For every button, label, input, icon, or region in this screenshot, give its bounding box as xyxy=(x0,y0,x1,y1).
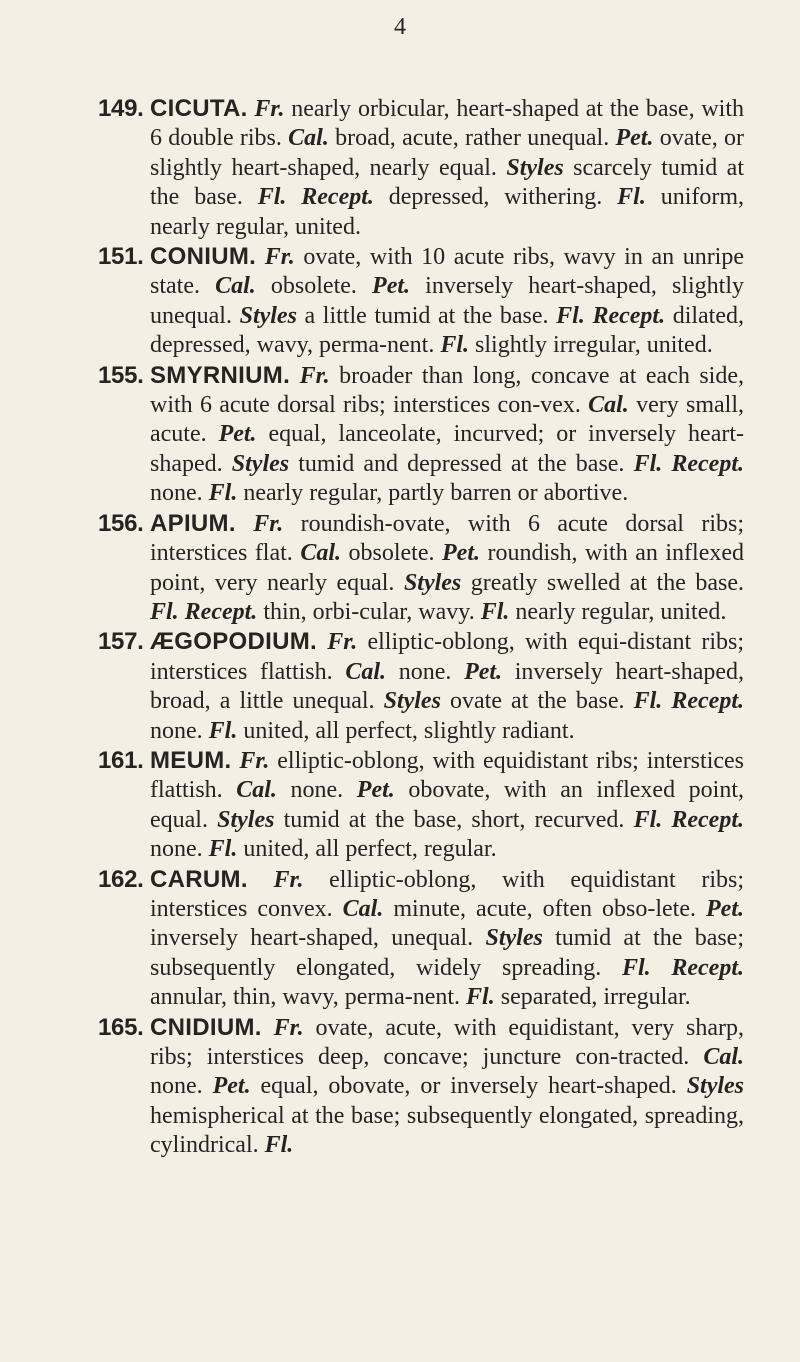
character-label: Fl. Recept. xyxy=(622,954,744,981)
genus-entry xyxy=(98,865,744,1013)
character-label: Fl. xyxy=(480,598,510,625)
character-text: none. xyxy=(276,777,357,804)
character-label: Fr. xyxy=(273,866,304,893)
character-label: Cal. xyxy=(300,540,341,567)
genus-name: ÆGOPODIUM. xyxy=(150,628,318,656)
entry-description xyxy=(150,94,744,242)
genus-entries xyxy=(98,94,744,1161)
character-label: Cal. xyxy=(345,658,387,685)
character-label: Fl. xyxy=(264,1132,294,1159)
genus-entry xyxy=(98,746,744,865)
character-label: Cal. xyxy=(215,273,256,300)
character-label: Fl. Recept. xyxy=(257,184,374,211)
character-text: separated, irregular. xyxy=(494,984,691,1011)
character-text: tumid at the base; subsequently elongated, widely spreading. xyxy=(150,925,745,981)
genus-name: APIUM. xyxy=(150,509,236,537)
character-text: tumid and depressed at the base. xyxy=(289,450,634,477)
character-text: none. xyxy=(150,836,209,863)
character-text: ovate, or slightly heart-shaped, nearly equal. xyxy=(150,125,744,181)
character-label: Fr. xyxy=(254,96,285,122)
character-text: obsolete. xyxy=(255,273,373,300)
character-label: Fl. Recept. xyxy=(633,688,744,715)
genus-entry xyxy=(98,242,744,361)
character-label: Fl. xyxy=(208,836,238,863)
character-label: Fr. xyxy=(273,1014,304,1041)
character-label: Fl. Recept. xyxy=(633,450,744,477)
character-text: nearly orbicular, heart-shaped at the base, with 6 double ribs. xyxy=(150,96,744,152)
character-label: Pet. xyxy=(356,777,395,804)
character-text: depressed, withering. xyxy=(373,184,618,211)
character-label: Styles xyxy=(686,1073,745,1100)
genus-name: CNIDIUM. xyxy=(150,1013,262,1041)
entry-number: 151. xyxy=(98,243,144,271)
character-label: Fl. Recept. xyxy=(633,806,744,833)
character-label: Styles xyxy=(506,154,564,181)
character-label: Pet. xyxy=(442,540,480,567)
page-number: 4 xyxy=(394,14,406,40)
character-label: Fl. Recept. xyxy=(150,598,258,625)
entry-description xyxy=(150,627,744,746)
character-label: Cal. xyxy=(588,392,629,419)
character-label: Fr. xyxy=(264,244,295,271)
character-text: very small, acute. xyxy=(150,392,744,448)
character-text: uniform, nearly regular, united. xyxy=(150,184,745,240)
genus-name: CONIUM. xyxy=(150,243,257,271)
character-label: Fl. xyxy=(440,332,470,359)
character-label: Fr. xyxy=(239,747,270,774)
character-label: Styles xyxy=(231,450,290,477)
character-label: Pet. xyxy=(706,895,744,922)
character-label: Cal. xyxy=(288,125,329,152)
character-text: ovate, with 10 acute ribs, wavy in an unripe state. xyxy=(150,244,745,300)
entry-number: 161. xyxy=(98,746,144,774)
entry-description xyxy=(150,509,744,628)
character-text: thin, orbi-cular, wavy. xyxy=(257,598,481,625)
entry-number: 165. xyxy=(98,1013,144,1041)
character-text: annular, thin, wavy, perma-nent. xyxy=(150,984,467,1011)
entry-description xyxy=(150,361,744,509)
character-text: ovate at the base. xyxy=(440,688,634,715)
character-label: Styles xyxy=(217,806,275,833)
genus-entry xyxy=(98,509,744,628)
entry-number: 155. xyxy=(98,361,144,389)
entry-number: 162. xyxy=(98,865,144,893)
character-text: broad, acute, rather unequal. xyxy=(328,125,616,152)
entry-description xyxy=(150,746,744,865)
character-text: equal, obovate, or inversely heart-shaped. xyxy=(250,1073,687,1100)
character-label: Styles xyxy=(485,925,543,952)
character-text: inversely heart-shaped, broad, a little unequal. xyxy=(150,658,744,715)
genus-entry xyxy=(98,627,744,746)
character-label: Fl. Recept. xyxy=(556,302,666,329)
character-label: Pet. xyxy=(218,421,257,448)
character-text: united, all perfect, regular. xyxy=(237,836,497,863)
character-label: Pet. xyxy=(212,1073,251,1100)
character-text: none. xyxy=(150,717,209,744)
entry-description xyxy=(150,865,744,1013)
character-label: Fl. xyxy=(208,480,238,507)
entry-description xyxy=(150,1013,744,1161)
character-text: none. xyxy=(386,658,465,685)
character-label: Pet. xyxy=(615,125,654,152)
character-label: Fl. xyxy=(208,717,238,744)
character-text: united, all perfect, slightly radiant. xyxy=(237,717,575,744)
character-label: Fr. xyxy=(299,362,330,389)
character-text: ovate, acute, with equidistant, very sharp, ribs; interstices deep, concave; juncture con-tracted. xyxy=(150,1014,744,1070)
character-text: obovate, with an inflexed point, equal. xyxy=(150,777,744,833)
character-label: Styles xyxy=(403,569,462,596)
character-label: Pet. xyxy=(372,273,411,300)
character-text: elliptic-oblong, with equidistant ribs; interstices convex. xyxy=(150,866,744,922)
character-text: scarcely tumid at the base. xyxy=(150,154,744,211)
genus-entry xyxy=(98,94,744,242)
genus-name: CICUTA. xyxy=(150,95,248,122)
character-label: Fl. xyxy=(466,984,495,1011)
character-text: roundish, with an inflexed point, very nearly equal. xyxy=(150,540,745,596)
character-text: nearly regular, united. xyxy=(509,598,727,625)
genus-name: MEUM. xyxy=(150,746,232,774)
character-text: inversely heart-shaped, unequal. xyxy=(150,925,486,952)
entry-number: 157. xyxy=(98,628,144,656)
character-text: slightly irregular, united. xyxy=(469,332,713,359)
entry-description xyxy=(150,242,744,361)
character-text: none. xyxy=(150,480,209,507)
character-label: Cal. xyxy=(236,777,277,804)
character-text: roundish-ovate, with 6 acute dorsal ribs; interstices flat. xyxy=(150,510,745,567)
character-text: hemispherical at the base; subsequently elongated, spreading, cylindrical. xyxy=(150,1102,744,1159)
character-text: equal, lanceolate, incurved; or inversely heart-shaped. xyxy=(150,421,745,477)
character-text: minute, acute, often obso-lete. xyxy=(383,895,707,922)
character-label: Fl. xyxy=(617,184,646,211)
character-label: Cal. xyxy=(342,895,384,922)
character-text: broader than long, concave at each side, with 6 acute dorsal ribs; interstices con-vex. xyxy=(150,362,744,419)
character-label: Pet. xyxy=(464,658,503,685)
character-label: Fr. xyxy=(327,629,358,656)
character-text: inversely heart-shaped, slightly unequal. xyxy=(150,273,745,329)
character-label: Fr. xyxy=(253,510,284,537)
genus-entry xyxy=(98,361,744,509)
character-text: elliptic-oblong, with equi-distant ribs; interstices flattish. xyxy=(150,629,744,685)
character-label: Cal. xyxy=(703,1044,744,1070)
character-text: dilated, depressed, wavy, perma-nent. xyxy=(150,302,744,359)
genus-entry xyxy=(98,1013,744,1161)
character-text: tumid at the base, short, recurved. xyxy=(274,806,634,833)
entry-number: 149. xyxy=(98,95,144,122)
character-text: greatly swelled at the base. xyxy=(461,569,745,596)
entry-number: 156. xyxy=(98,509,144,537)
genus-name: SMYRNIUM. xyxy=(150,361,291,389)
character-label: Styles xyxy=(239,302,297,329)
character-text: none. xyxy=(150,1073,213,1100)
character-text: a little tumid at the base. xyxy=(296,302,557,329)
character-text: obsolete. xyxy=(341,540,443,567)
character-label: Styles xyxy=(383,688,441,715)
character-text: elliptic-oblong, with equidistant ribs; interstices flattish. xyxy=(150,747,744,804)
genus-name: CARUM. xyxy=(150,865,248,893)
character-text: nearly regular, partly barren or abortive. xyxy=(237,480,629,507)
